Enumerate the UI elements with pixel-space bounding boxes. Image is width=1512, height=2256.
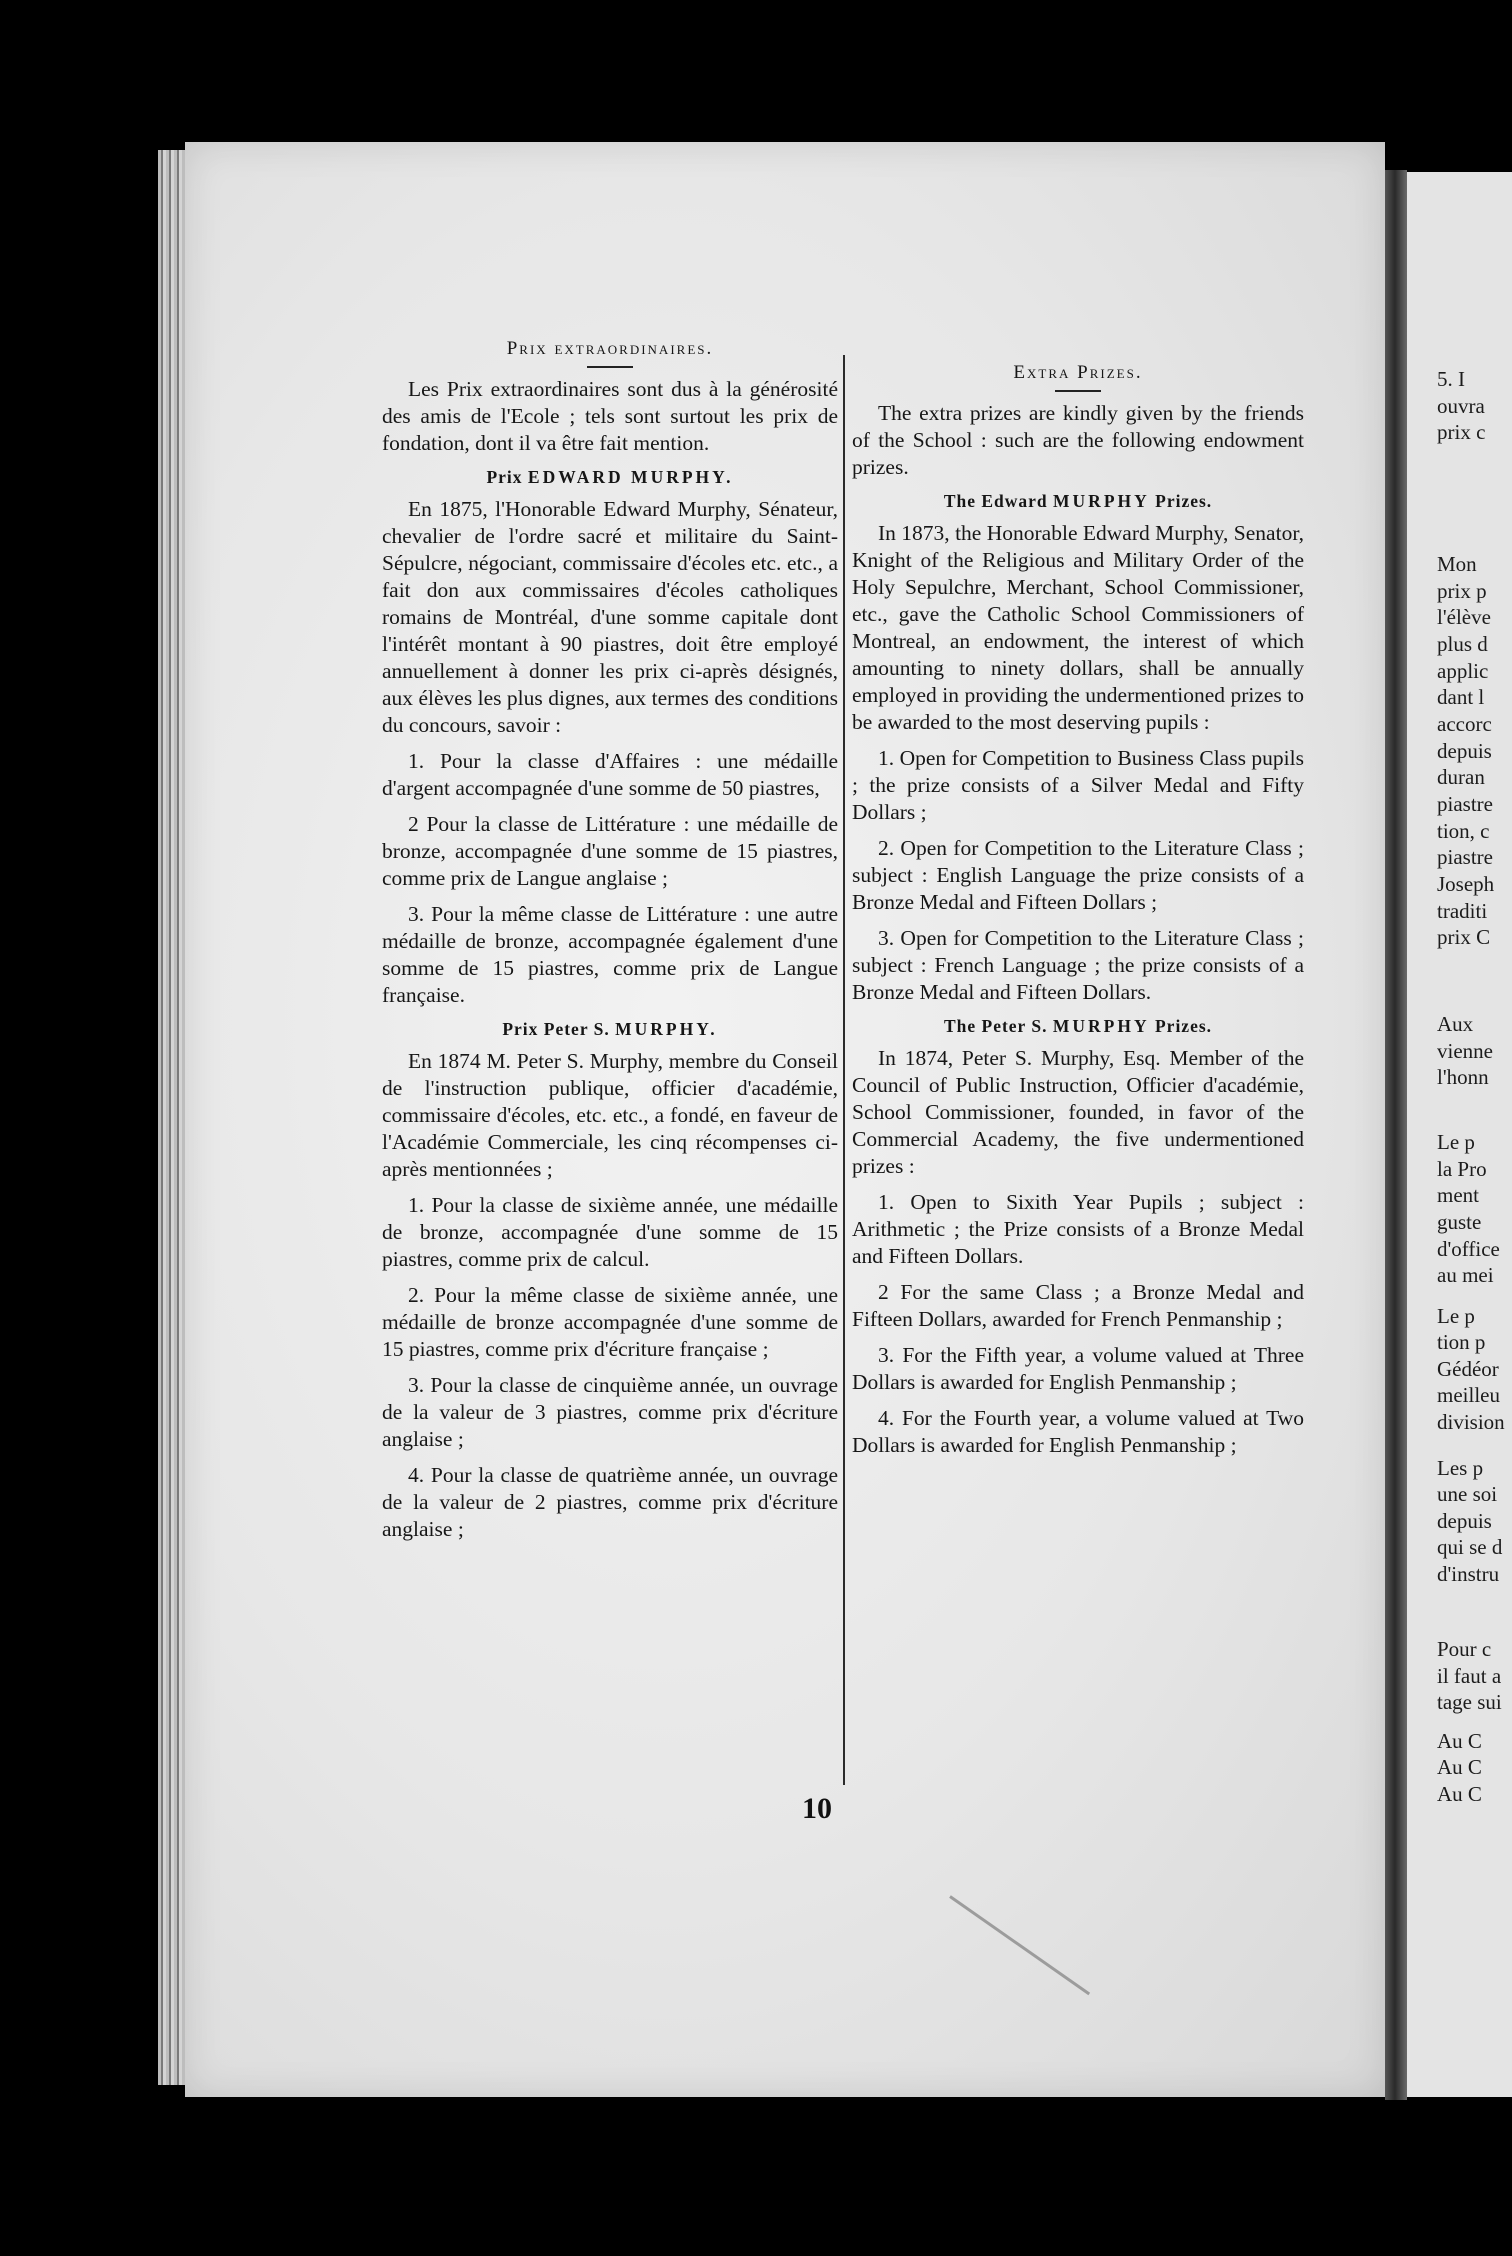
adjacent-page-text: prix p (1437, 579, 1487, 603)
adjacent-page-text: Au C (1437, 1782, 1482, 1806)
adjacent-page-text: Au C (1437, 1755, 1482, 1779)
adjacent-page-text: division (1437, 1410, 1505, 1434)
page-number: 10 (802, 1792, 832, 1825)
adjacent-page-text: plus d (1437, 632, 1488, 656)
english-section1-title (852, 491, 1304, 512)
french-column (382, 338, 838, 1552)
adjacent-page-text: dant l (1437, 685, 1485, 709)
english-section2-item: 1. Open to Sixith Year Pupils ; subject : Arithmetic ; the Prize consists of a Bronze Medal and Fifteen Dollars. (852, 1190, 1304, 1268)
english-column (852, 362, 1304, 1468)
section-title-prefix: The Peter S. (943, 1016, 1048, 1036)
adjacent-page-text: prix c (1437, 420, 1486, 444)
adjacent-page-text: tage sui (1437, 1690, 1502, 1714)
adjacent-page-text: piastre (1437, 792, 1493, 816)
adjacent-page-text: depuis (1437, 739, 1492, 763)
adjacent-page-text: Aux (1437, 1012, 1474, 1036)
adjacent-page-text: l'honn (1437, 1065, 1489, 1089)
french-section2-item: 1. Pour la classe de sixième année, une médaille de bronze, accompagnée d'une somme de 15 piastres, comme prix de calcul. (382, 1193, 838, 1271)
book-gutter (1385, 170, 1407, 2100)
adjacent-page-text: Joseph (1437, 872, 1495, 896)
french-section1-item: 2 Pour la classe de Littérature : une médaille de bronze, accompagnée d'une somme de 15 piastres, comme prix de Langue anglaise ; (382, 812, 838, 890)
english-section2-text: In 1874, Peter S. Murphy, Esq. Member of the Council of Public Instruction, Officier d'académie, School Commissioner, founded, in favor of the Commercial Academy, the five undermentioned prizes : (852, 1046, 1304, 1178)
english-section2-item: 2 For the same Class ; a Bronze Medal and Fifteen Dollars, awarded for French Penmanship ; (852, 1280, 1304, 1331)
english-section1-item: 3. Open for Competition to the Literature Class ; subject : French Language ; the prize consists of a Bronze Medal and Fifteen Dollars. (852, 926, 1304, 1004)
section-title-prefix: Prix (486, 467, 523, 487)
french-section2-item: 4. Pour la classe de quatrième année, un ouvrage de la valeur de 2 piastres, comme prix d'écriture anglaise ; (382, 1463, 838, 1541)
adjacent-page-text: tion p (1437, 1330, 1486, 1354)
french-heading: Prix extraordinaires. (506, 338, 714, 359)
adjacent-page-text: ouvra (1437, 394, 1485, 418)
section-title-suffix: Prizes. (1154, 1016, 1213, 1036)
adjacent-page-text: traditi (1437, 899, 1488, 923)
french-section1-item: 1. Pour la classe d'Affaires : une médaille d'argent accompagnée d'une somme de 50 piastres, (382, 749, 838, 800)
french-section2-title (382, 1019, 838, 1040)
french-section1-title (382, 467, 838, 488)
adjacent-page-text: prix C (1437, 925, 1491, 949)
section-title-name: MURPHY (1052, 1016, 1150, 1036)
english-section1-item: 2. Open for Competition to the Literature Class ; subject : English Language the prize consists of a Bronze Medal and Fifteen Dollars ; (852, 836, 1304, 914)
english-section1-item: 1. Open for Competition to Business Class pupils ; the prize consists of a Silver Medal and Fifty Dollars ; (852, 746, 1304, 824)
adjacent-page-text: qui se d (1437, 1535, 1503, 1559)
section-title-name: MURPHY. (615, 1019, 718, 1039)
section-title-suffix: Prizes. (1155, 491, 1213, 511)
english-section2-title (852, 1016, 1304, 1037)
adjacent-page-text: Le p (1437, 1304, 1475, 1328)
english-section2-item: 3. For the Fifth year, a volume valued at Three Dollars is awarded for English Penmanship ; (852, 1343, 1304, 1394)
column-divider (843, 355, 845, 1785)
adjacent-page-text: la Pro (1437, 1157, 1487, 1181)
adjacent-page-text: accorc (1437, 712, 1492, 736)
adjacent-page (1407, 172, 1512, 2097)
adjacent-page-text: Mon (1437, 552, 1477, 576)
adjacent-page-text: Pour c (1437, 1637, 1492, 1661)
section-title-name: EDWARD MURPHY. (527, 467, 734, 487)
page-stack-edge (158, 150, 188, 2085)
heading-rule (587, 366, 633, 368)
english-heading: Extra Prizes. (1013, 362, 1143, 383)
adjacent-page-text: piastre (1437, 845, 1493, 869)
french-section2-text: En 1874 M. Peter S. Murphy, membre du Conseil de l'instruction publique, officier d'académie, commissaire d'écoles, etc. etc., a fondé, en faveur de l'Académie Commerciale, les cinq récompenses ci-après mentionnées ; (382, 1049, 838, 1181)
adjacent-page-text: duran (1437, 765, 1485, 789)
adjacent-page-text: tion, c (1437, 819, 1490, 843)
adjacent-page-text: depuis (1437, 1509, 1492, 1533)
adjacent-page-text: d'office (1437, 1237, 1500, 1261)
heading-rule (1055, 390, 1101, 392)
french-section2-item: 2. Pour la même classe de sixième année, une médaille de bronze accompagnée d'une somme de 15 piastres, comme prix d'écriture française ; (382, 1283, 838, 1361)
english-section2-item: 4. For the Fourth year, a volume valued at Two Dollars is awarded for English Penmanship ; (852, 1406, 1304, 1457)
adjacent-page-text: vienne (1437, 1039, 1493, 1063)
english-section1-text: In 1873, the Honorable Edward Murphy, Senator, Knight of the Religious and Military Order of the Holy Sepulchre, Merchant, School Commissioner, etc., gave the Catholic School Commissioners of Montreal, an endowment, the interest of which amounting to ninety dollars, shall be annually employed in providing the undermentioned prizes to be awarded to the most deserving pupils : (852, 521, 1304, 734)
adjacent-page-text: ment (1437, 1183, 1479, 1207)
english-intro: The extra prizes are kindly given by the friends of the School : such are the following endowment prizes. (852, 401, 1304, 479)
adjacent-page-text: Le p (1437, 1130, 1475, 1154)
adjacent-page-text: l'élève (1437, 605, 1491, 629)
adjacent-page-text: Gédéor (1437, 1357, 1499, 1381)
adjacent-page-text: guste (1437, 1210, 1482, 1234)
adjacent-page-text: d'instru (1437, 1562, 1500, 1586)
adjacent-page-text: meilleu (1437, 1383, 1500, 1407)
french-section1-text: En 1875, l'Honorable Edward Murphy, Sénateur, chevalier de l'ordre sacré et militaire du Saint-Sépulcre, négociant, commissaire d'écoles etc. etc., a fait don aux commissaires d'écoles catholiques romains de Montréal, d'une somme capitale dont l'intérêt montant à 90 piastres, doit être employé annuellement à donner les prix ci-après désignés, aux élèves les plus dignes, aux termes des conditions du concours, savoir : (382, 497, 838, 737)
section-title-prefix: Prix Peter S. (502, 1019, 610, 1039)
french-section2-item: 3. Pour la classe de cinquième année, un ouvrage de la valeur de 3 piastres, comme prix d'écriture anglaise ; (382, 1373, 838, 1451)
section-title-prefix: The Edward (943, 491, 1048, 511)
adjacent-page-text: applic (1437, 659, 1489, 683)
adjacent-page-text: Au C (1437, 1729, 1482, 1753)
adjacent-page-text: 5. I (1437, 367, 1465, 391)
adjacent-page-text: au mei (1437, 1263, 1494, 1287)
french-intro: Les Prix extraordinaires sont dus à la générosité des amis de l'Ecole ; tels sont surtout les prix de fondation, dont il va être fait mention. (382, 377, 838, 455)
adjacent-page-text: il faut a (1437, 1664, 1502, 1688)
adjacent-page-text: Les p (1437, 1456, 1484, 1480)
adjacent-page-text: une soi (1437, 1482, 1498, 1506)
french-section1-item: 3. Pour la même classe de Littérature : une autre médaille de bronze, accompagnée également d'une somme de 15 piastres, comme prix de Langue française. (382, 902, 838, 1007)
section-title-name: MURPHY (1053, 491, 1150, 511)
